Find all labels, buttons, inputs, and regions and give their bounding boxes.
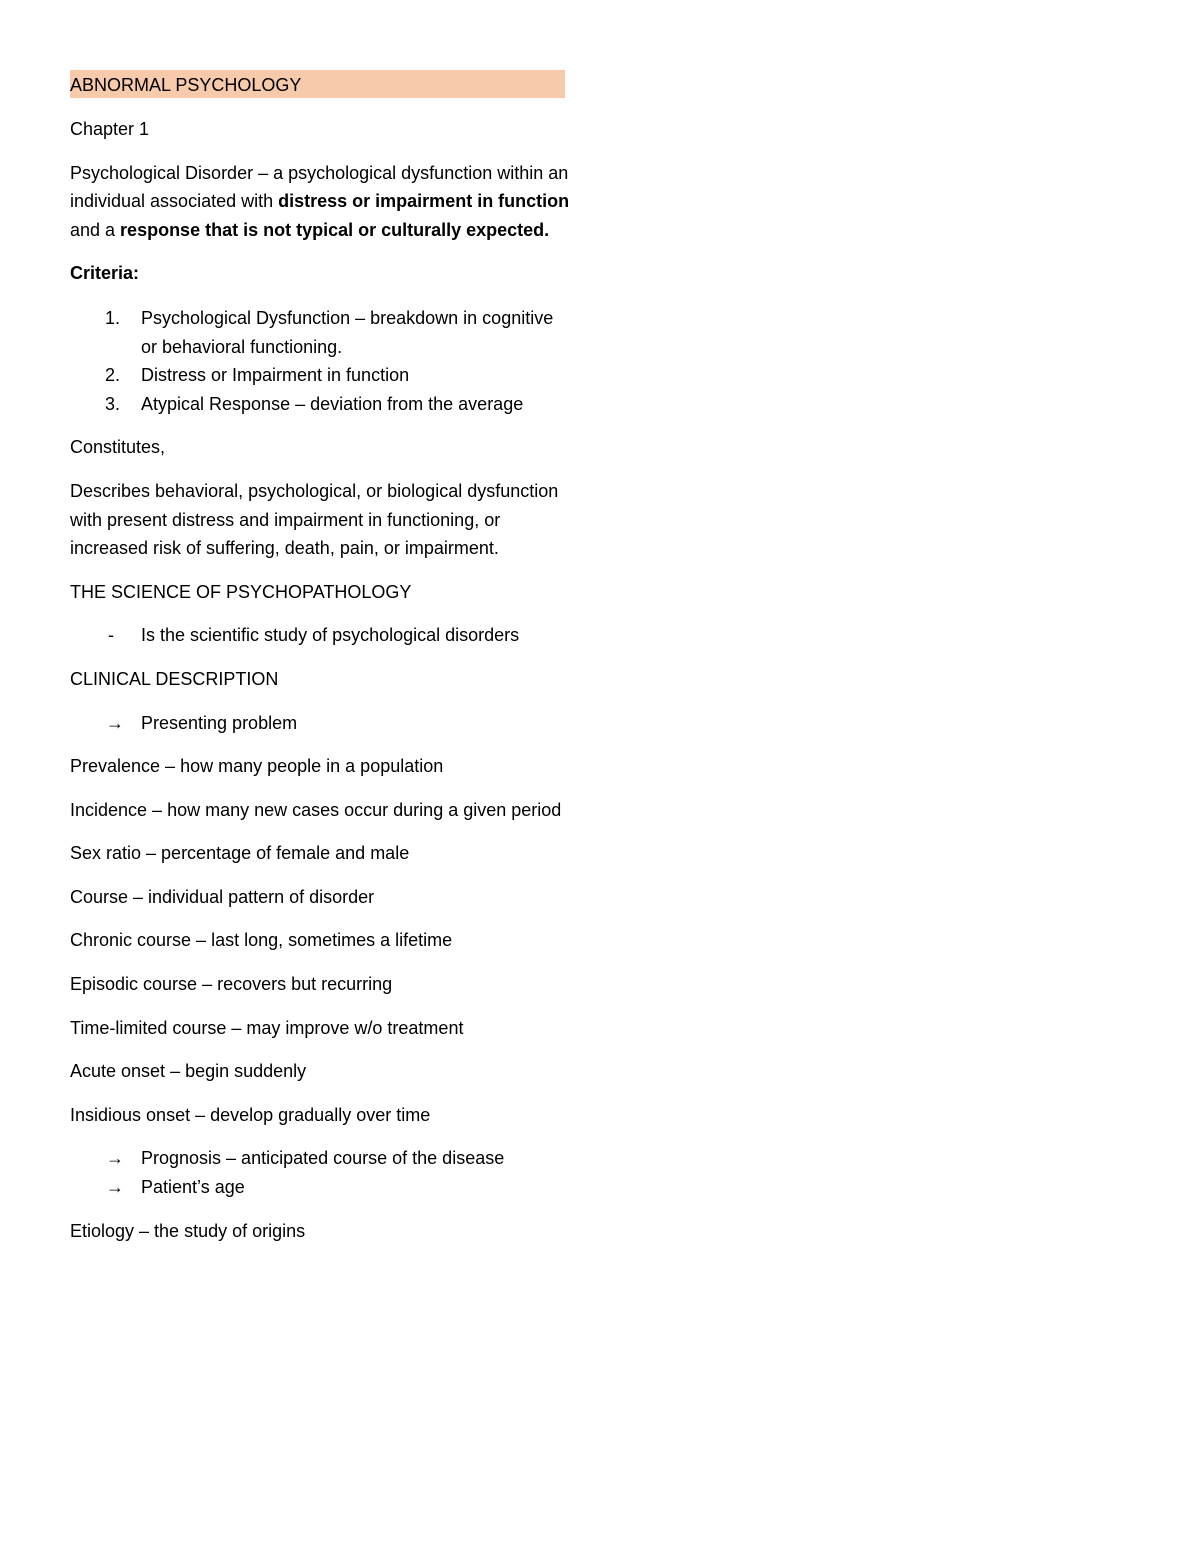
- criteria-text: Atypical Response – deviation from the average: [141, 393, 524, 414]
- list-number: 3.: [105, 393, 121, 414]
- term-chronic-course: Chronic course – last long, sometimes a lifetime: [70, 930, 453, 951]
- chapter-label: Chapter 1: [70, 119, 150, 139]
- dash-bullet: -: [108, 625, 114, 646]
- term-incidence: Incidence – how many new cases occur during a given period: [70, 799, 562, 820]
- list-item: [70, 709, 570, 738]
- term-prevalence: Prevalence – how many people in a population: [70, 756, 444, 777]
- definition-bold-1: distress or impairment in function: [278, 191, 570, 212]
- science-list: [70, 621, 570, 650]
- criteria-text: Distress or Impairment in function: [141, 365, 410, 386]
- definition-text-1: – a psychological dysfunction within an individual associated with: [70, 162, 569, 212]
- definition-term: Psychological Disorder: [70, 162, 254, 183]
- criteria-item: [70, 304, 570, 361]
- list-number: 2.: [105, 365, 121, 386]
- term-episodic-course: Episodic course – recovers but recurring: [70, 974, 393, 995]
- term-time-limited-course: Time-limited course – may improve w/o treatment: [70, 1017, 464, 1038]
- criteria-item: [70, 361, 570, 390]
- definition-text-2: and a: [70, 219, 121, 240]
- list-item-text: Is the scientific study of psychological disorders: [141, 625, 520, 646]
- definition-bold-2: response that is not typical or culturally expected.: [120, 219, 550, 240]
- constitutes-label: Constitutes,: [70, 437, 166, 458]
- clinical-list: [70, 709, 570, 738]
- arrow-bullet-icon: →: [106, 1177, 124, 1198]
- criteria-heading: Criteria:: [70, 263, 140, 284]
- list-item-text: Prognosis – anticipated course of the disease: [141, 1148, 505, 1169]
- describes-paragraph: Describes behavioral, psychological, or biological dysfunction with present distress and impairment in functioning, or increased risk of suffering, death, pain, or impairment.: [70, 480, 559, 559]
- document-title: ABNORMAL PSYCHOLOGY: [70, 70, 565, 98]
- document-page: [70, 70, 570, 1260]
- list-item-text: Presenting problem: [141, 712, 298, 733]
- term-acute-onset: Acute onset – begin suddenly: [70, 1061, 307, 1082]
- list-item: [70, 621, 570, 650]
- criteria-item: [70, 390, 570, 419]
- criteria-list: [70, 304, 570, 418]
- clinical-heading: CLINICAL DESCRIPTION: [70, 668, 279, 689]
- arrow-bullet-icon: →: [106, 712, 124, 733]
- term-course: Course – individual pattern of disorder: [70, 886, 375, 907]
- list-item: [70, 1173, 570, 1202]
- term-sex-ratio: Sex ratio – percentage of female and male: [70, 843, 410, 864]
- term-etiology: Etiology – the study of origins: [70, 1220, 306, 1241]
- onset-list: [70, 1144, 570, 1201]
- list-item: [70, 1144, 570, 1173]
- list-item-text: Patient’s age: [141, 1177, 245, 1198]
- criteria-text: Psychological Dysfunction – breakdown in cognitive or behavioral functioning.: [141, 307, 554, 357]
- definition-paragraph: [70, 159, 570, 245]
- science-heading: THE SCIENCE OF PSYCHOPATHOLOGY: [70, 581, 412, 602]
- arrow-bullet-icon: →: [106, 1148, 124, 1169]
- list-number: 1.: [105, 307, 121, 328]
- term-insidious-onset: Insidious onset – develop gradually over time: [70, 1104, 431, 1125]
